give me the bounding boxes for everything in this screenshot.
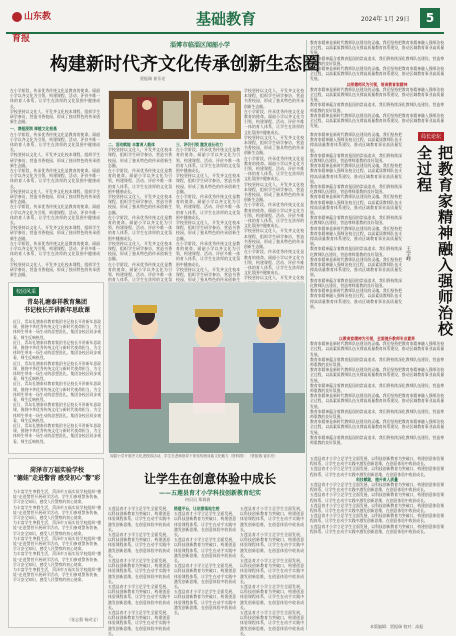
- lead-body-col1: 在小学阶段，传承优秀传统文化是教育的使命。闻韶小学以齐文化为引领，构建课程、活动、评价多维一体的育人体系，让学生在浓厚的文化氛围中健康成长。 学校坚持以文化人，开发齐文化校本课程，组织学生研学参访，营造书香校园，形成了独具特色的传承创新生态圈。 一、课程浸润 厚植文化根基 在小学阶段，传承优秀传统文化是教育的使命。闻韶小学以齐文化为引领，构建课程、活动、评价多维一体的育人体系，让学生在浓厚的文化氛围中健康成长。 学校坚持以文化人，开发齐文化校本课程，组织学生研学参访，营造书香校园，形成了独具特色的传承创新生态圈。 在小学阶段，传承优秀传统文化是教育的使命。闻韶小学以齐文化为引领，构建课程、活动、评价多维一体的育人体系，让学生在浓厚的文化氛围中健康成长。 学校坚持以文化人，开发齐文化校本课程，组织学生研学参访，营造书香校园，形成了独具特色的传承创新生态圈。 在小学阶段，传承优秀传统文化是教育的使命。闻韶小学以齐文化为引领，构建课程、活动、评价多维一体的育人体系，让学生在浓厚的文化氛围中健康成长。 学校坚持以文化人，开发齐文化校本课程，组织学生研学参访，营造书香校园，形成了独具特色的传承创新生态圈。 在小学阶段，传承优秀传统文化是教育的使命。闻韶小学以齐文化为引领，构建课程、活动、评价多维一体的育人体系，让学生在浓厚的文化氛围中健康成长。 学校坚持以文化人，开发齐文化校本课程，组织学生研学参访，营造书香校园，形成了独具特色的传承创新生态圈。: [10, 88, 100, 278]
- left-story2-credit: （张志强 杨成宝）: [67, 617, 101, 622]
- lead-section-head-2: 二、活动赋能 丰富育人载体: [108, 142, 155, 147]
- lead-body-col3: 三、评价引领 激发成长动力 在小学阶段，传承优秀传统文化是教育的使命。闻韶小学以齐文化为引领，构建课程、活动、评价多维一体的育人体系，让学生在浓厚的文化氛围中健康成长。 学校坚持以文化人，开发齐文化校本课程，组织学生研学参访，营造书香校园，形成了独具特色的传承创新生态圈。 在小学阶段，传承优秀传统文化是教育的使命。闻韶小学以齐文化为引领，构建课程、活动、评价多维一体的育人体系，让学生在浓厚的文化氛围中健康成长。 学校坚持以文化人，开发齐文化校本课程，组织学生研学参访，营造书香校园，形成了独具特色的传承创新生态圈。 在小学阶段，传承优秀传统文化是教育的使命。闻韶小学以齐文化为引领，构建课程、活动、评价多维一体的育人体系，让学生在浓厚的文化氛围中健康成长。 学校坚持以文化人，开发齐文化校本课程，组织学生研学参访，营造书香校园，形成了独具特色的传承创新生: [176, 142, 240, 283]
- bottom-byline: 何贝贝 郑倩倩: [185, 497, 211, 502]
- opinion-body-lower: 以教育家精神为引领，全面提升教师专业素养 教育家精神是新时代教师队伍建设的灵魂。我们坚持把教育家精神融入强师治校全过程，以高素质教师队伍支撑高质量教育体系建设，推动区域教育事业高质量发展。 教育家精神蕴含着教育报国的崇高追求，我们将持续深化教师队伍建设，营造尊师重教的良好氛围。 教育家精神是新时代教师队伍建设的灵魂。我们坚持把教育家精神融入强师治校全过程，以高素质教师队伍支撑高质量教育体系建设，推动区域教育事业高质量发展。 教育家精神蕴含着教育报国的崇高追求，我们将持续深化教师队伍建设，营造尊师重教的良好氛围。 教育家精神是新时代教师队伍建设的灵魂。我们坚持把教育家精神融入强师治校全过程，以高素质教师队伍支撑高质量教育体系建设，推动区域教育事业高质量发展。 教育家精神蕴含着教育报国的崇高追求，我们将持续深化教师队伍建设，营造尊师重教的良好氛围。 教育家精神是新时代教师队伍建设的灵魂。我们坚持把教育家精神融入强师治校全过程，以高素质教师队伍支撑高质量教育体系建设，推动区域教育事业高质量发展。 教育家精神蕴含着教育报国的崇高追求，我们将持续深化教师队伍建设，营造尊师重教的良好氛围。: [310, 336, 444, 446]
- section-title: 基础教育: [196, 10, 257, 28]
- lead-photo-2-image: [191, 91, 241, 139]
- lead-headline: 构建新时代齐文化传承创新生态圈: [50, 54, 320, 75]
- column-divider: [306, 40, 307, 630]
- feature-photo: [108, 282, 304, 452]
- opinion-headline: 把教育家精神融入强师治校全过程: [415, 145, 454, 337]
- lead-photo-2: [190, 90, 240, 138]
- page-number: 5: [420, 8, 440, 28]
- lead-photo-1-image: [109, 91, 189, 139]
- bottom-subhead: 搭建平台，让创意落地生根: [174, 506, 220, 511]
- newspaper-logo: 山东教育报: [12, 12, 52, 44]
- bottom-body-col3: 五莲县育才小学立足学生全面发展，以科技创新教育为突破口，构建创意体验课程体系，让学生在动手实践中激发创新思维，在创意体验中收获成长。 五莲县育才小学立足学生全面发展，以科技创新教育为突破口，构建创意体验课程体系，让学生在动手实践中激发创新思维，在创意体验中收获成长。 五莲县育才小学立足学生全面发展，以科技创新教育为突破口，构建创意体验课程体系，让学生在动手实践中激发创新思维，在创意体验中收获成长。 五莲县育才小学立足学生全面发展，以科技创新教育为突破口，构建创意体验课程体系，让学生在动手实践中激发创新思维，在创意体验中收获成长。 五莲县育才小学立足学生全面发展，以科技创新教育为突破口，构建创意体验课程体系，让学生在动手实践中激发创新思维，在创意体验中收获成长。: [240, 506, 304, 636]
- opinion-tag: 局长论坛: [418, 132, 444, 141]
- lead-section-head-3: 三、评价引领 激发成长动力: [176, 142, 223, 147]
- lead-body-col4: 学校坚持以文化人，开发齐文化校本课程，组织学生研学参访，营造书香校园，形成了独具特色的传承创新生态圈。 在小学阶段，传承优秀传统文化是教育的使命。闻韶小学以齐文化为引领，构建课程、活动、评价多维一体的育人体系，让学生在浓厚的文化氛围中健康成长。 学校坚持以文化人，开发齐文化校本课程，组织学生研学参访，营造书香校园，形成了独具特色的传承创新生态圈。 在小学阶段，传承优秀传统文化是教育的使命。闻韶小学以齐文化为引领，构建课程、活动、评价多维一体的育人体系，让学生在浓厚的文化氛围中健康成长。 学校坚持以文化人，开发齐文化校本课程，组织学生研学参访，营造书香校园，形成了独具特色的传承创新生态圈。 在小学阶段，传承优秀传统文化是教育的使命。闻韶小学以齐文化为引领，构建课程、活动、评价多维一体的育人体系，让学生在浓厚的文化氛围中健康成长。 学校坚持以文化人，开发齐文化校本课程，组织学生研学参访，营造书香校园，形成了独具特色的传承创新生态圈。 在小学阶段，传承优秀传统文化是教育的使命。闻韶小学以齐文化为引领，构建课程、活动、评价多维一体的育人体系，让学生在浓厚的文化氛围中健康成长。 学校坚持以文化人，开发齐文化校: [244, 88, 304, 281]
- lead-kicker: 淄博市临淄区闻韶小学: [169, 42, 230, 49]
- left-story-body: 近日，青岛礼塘泰祥教育集团书记校长开讲新年思政课，围绕中华优秀传统文化与新时代使命担当，为全体师生带来一场生动的思想洗礼。集团各校区同步观看，师生反响热烈。 近日，青岛礼塘泰祥教育集团书记校长开讲新年思政课，围绕中华优秀传统文化与新时代使命担当，为全体师生带来一场生动的思想洗礼。集团各校区同步观看，师生反响热烈。 近日，青岛礼塘泰祥教育集团书记校长开讲新年思政课，围绕中华优秀传统文化与新时代使命担当，为全体师生带来一场生动的思想洗礼。集团各校区同步观看，师生反响热烈。 近日，青岛礼塘泰祥教育集团书记校长开讲新年思政课，围绕中华优秀传统文化与新时代使命担当，为全体师生带来一场生动的思想洗礼。集团各校区同步观看，师生反响热烈。 近日，青岛礼塘泰祥教育集团书记校长开讲新年思政课，围绕中华优秀传统文化与新时代使命担当，为全体师生带来一场生动的思想洗礼。集团各校区同步观看，师生反响热烈。 近日，青岛礼塘泰祥教育集团书记校长开讲新年思政课，围绕中华优秀传统文化与新时代使命担当，为全体师生带来一场生动的思想洗礼。集团各校区同步观看，师生反响热烈。: [13, 319, 101, 444]
- right-subhead-1: 以师德师风为引领，培育教育家精神: [346, 81, 408, 87]
- left-story2-box: [8, 458, 104, 628]
- bottom-body-col1: 五莲县育才小学立足学生全面发展，以科技创新教育为突破口，构建创意体验课程体系，让学生在动手实践中激发创新思维，在创意体验中收获成长。 五莲县育才小学立足学生全面发展，以科技创新教育为突破口，构建创意体验课程体系，让学生在动手实践中激发创新思维，在创意体验中收获成长。 五莲县育才小学立足学生全面发展，以科技创新教育为突破口，构建创意体验课程体系，让学生在动手实践中激发创新思维，在创意体验中收获成长。 五莲县育才小学立足学生全面发展，以科技创新教育为突破口，构建创意体验课程体系，让学生在动手实践中激发创新思维，在创意体验中收获成长。 五莲县育才小学立足学生全面发展，以科技创新教育为突破口，构建创意体验课程体系，让学生在动手实践中激发创新思维，在创意体验中收获成长。: [108, 506, 170, 636]
- bottom-headline: 让学生在创意体验中成长: [143, 472, 276, 486]
- issue-date: 2024年 1月 29日: [361, 16, 410, 23]
- lead-photo-1: [108, 90, 188, 138]
- opinion-body: 教育家精神是新时代教师队伍建设的灵魂。我们坚持把教育家精神融入强师治校全过程，以高素质教师队伍支撑高质量教育体系建设，推动区域教育事业高质量发展。 教育家精神蕴含着教育报国的崇高追求，我们将持续深化教师队伍建设，营造尊师重教的良好氛围。 教育家精神是新时代教师队伍建设的灵魂。我们坚持把教育家精神融入强师治校全过程，以高素质教师队伍支撑高质量教育体系建设，推动区域教育事业高质量发展。 教育家精神蕴含着教育报国的崇高追求，我们将持续深化教师队伍建设，营造尊师重教的良好氛围。 教育家精神是新时代教师队伍建设的灵魂。我们坚持把教育家精神融入强师治校全过程，以高素质教师队伍支撑高质量教育体系建设，推动区域教育事业高质量发展。 教育家精神蕴含着教育报国的崇高追求，我们将持续深化教师队伍建设，营造尊师重教的良好氛围。 教育家精神是新时代教师队伍建设的灵魂。我们坚持把教育家精神融入强师治校全过程，以高素质教师队伍支撑高质量教育体系建设，推动区域教育事业高质量发展。 教育家精神蕴含着教育报国的崇高追求，我们将持续深化教师队伍建设，营造尊师重教的良好氛围。 教育家精神是新时代教师队伍建设的灵魂。我们坚持把教育家精神融入强师治校全过程，以高素质教师队伍支撑高质量教育体系建设，推动区域教育事业高质量发展。 教育家精神蕴含着教育报国的崇高追求，我们将持续深化教师队伍建设，营造尊师重教的良好氛围。 教育家精神是新时代教师队伍建设的灵魂。我们坚持把教育家精神融入强师治校全过程，以高素质教师队伍支撑高质量教育体系建设，推动区域教育事业高质量发展。: [310, 132, 402, 309]
- feature-photo-image: [109, 283, 305, 453]
- left-story2-body: 为丰富学生寒假生活，菏泽市万福实验学校组织"德娃"走进警营开展研学活动，学生们参观警务装备，学习安全知识，感受人民警察的初心使命。 为丰富学生寒假生活，菏泽市万福实验学校组织"德娃"走进警营开展研学活动，学生们参观警务装备，学习安全知识，感受人民警察的初心使命。 为丰富学生寒假生活，菏泽市万福实验学校组织"德娃"走进警营开展研学活动，学生们参观警务装备，学习安全知识，感受人民警察的初心使命。 为丰富学生寒假生活，菏泽市万福实验学校组织"德娃"走进警营开展研学活动，学生们参观警务装备，学习安全知识，感受人民警察的初心使命。 为丰富学生寒假生活，菏泽市万福实验学校组织"德娃"走进警营开展研学活动，学生们参观警务装备，学习安全知识，感受人民警察的初心使命。 为丰富学生寒假生活，菏泽市万福实验学校组织"德娃"走进警营开展研学活动，学生们参观警务装备，学习安全知识，感受人民警察的初心使命。: [13, 489, 101, 583]
- feature-photo-caption: 闻韶小学开展齐文化进校园活动，学生在老师指导下体验传统戏曲文化魅力（资料图） （贾振瑞 崔乐亮）: [110, 454, 278, 458]
- opinion-author: 王学峰: [405, 246, 411, 261]
- feature-photo-credit: （贾振瑞 崔乐亮）: [247, 454, 278, 458]
- page-credits: 本版编辑：贾振瑞 校对：高振: [370, 624, 424, 629]
- left-story-headline: 青岛礼塘泰祥教育集团 书记校长开讲新年思政课: [23, 299, 90, 314]
- bottom-body-col2: 搭建平台，让创意落地生根 五莲县育才小学立足学生全面发展，以科技创新教育为突破口，构建创意体验课程体系，让学生在动手实践中激发创新思维，在创意体验中收获成长。 五莲县育才小学立足学生全面发展，以科技创新教育为突破口，构建创意体验课程体系，让学生在动手实践中激发创新思维，在创意体验中收获成长。 五莲县育才小学立足学生全面发展，以科技创新教育为突破口，构建创意体验课程体系，让学生在动手实践中激发创新思维，在创意体验中收获成长。 五莲县育才小学立足学生全面发展，以科技创新教育为突破口，构建创意体验课程体系，让学生在动手实践中激发创新思维，在创意体验中收获成长。: [174, 506, 236, 616]
- left-story-box: [8, 282, 104, 454]
- right-column-top-body: 教育家精神是新时代教师队伍建设的灵魂。我们坚持把教育家精神融入强师治校全过程，以高素质教师队伍支撑高质量教育体系建设，推动区域教育事业高质量发展。 教育家精神蕴含着教育报国的崇高追求，我们将持续深化教师队伍建设，营造尊师重教的良好氛围。 教育家精神是新时代教师队伍建设的灵魂。我们坚持把教育家精神融入强师治校全过程，以高素质教师队伍支撑高质量教育体系建设，推动区域教育事业高质量发展。 以师德师风为引领，培育教育家精神 教育家精神是新时代教师队伍建设的灵魂。我们坚持把教育家精神融入强师治校全过程，以高素质教师队伍支撑高质量教育体系建设，推动区域教育事业高质量发展。 教育家精神蕴含着教育报国的崇高追求，我们将持续深化教师队伍建设，营造尊师重教的良好氛围。 教育家精神是新时代教师队伍建设的灵魂。我们坚持把教育家精神融入强师治校全过程，以高素质教师队伍支撑高质量教育体系建设，推动区域教育事业高质量发展。: [310, 40, 444, 129]
- lead-section-head-1: 一、课程浸润 厚植文化根基: [10, 126, 57, 132]
- masthead: [6, 6, 444, 44]
- bottom-subline: ——五莲县育才小学科技创新教育纪实: [158, 490, 261, 497]
- lead-byline: 贾振瑞 崔乐亮: [140, 76, 166, 81]
- left-story-tag: 校园风采: [13, 287, 39, 296]
- right-subhead-2: 以教育家精神为引领，全面提升教师专业素养: [339, 336, 415, 341]
- left-story2-headline: 菏泽市万福实验学校 "德娃"走进警营 感受初心"警"彩: [13, 467, 101, 482]
- logo-seal-icon: [12, 12, 22, 22]
- lead-body-col2: 二、活动赋能 丰富育人载体 学校坚持以文化人，开发齐文化校本课程，组织学生研学参访，营造书香校园，形成了独具特色的传承创新生态圈。 在小学阶段，传承优秀传统文化是教育的使命。闻韶小学以齐文化为引领，构建课程、活动、评价多维一体的育人体系，让学生在浓厚的文化氛围中健康成长。 学校坚持以文化人，开发齐文化校本课程，组织学生研学参访，营造书香校园，形成了独具特色的传承创新生态圈。 在小学阶段，传承优秀传统文化是教育的使命。闻韶小学以齐文化为引领，构建课程、活动、评价多维一体的育人体系，让学生在浓厚的文化氛围中健康成长。 学校坚持以文化人，开发齐文化校本课程，组织学生研学参访，营造书香校园，形成了独具特色的传承创新生态圈。 在小学阶段，传承优秀传统文化是教育的使命。闻韶小学以齐文化为引领，构建课程、活动、评价多维一体的育人体系，让学生在浓厚的文化氛: [108, 142, 172, 283]
- bottom-side-subhead: 科技赋能，提升育人质量: [356, 476, 398, 482]
- bottom-body-col4: 五莲县育才小学立足学生全面发展，以科技创新教育为突破口，构建创意体验课程体系，让学生在动手实践中激发创新思维，在创意体验中收获成长。 五莲县育才小学立足学生全面发展，以科技创新教育为突破口，构建创意体验课程体系，让学生在动手实践中激发创新思维，在创意体验中收获成长。 科技赋能，提升育人质量 五莲县育才小学立足学生全面发展，以科技创新教育为突破口，构建创意体验课程体系，让学生在动手实践中激发创新思维，在创意体验中收获成长。 五莲县育才小学立足学生全面发展，以科技创新教育为突破口，构建创意体验课程体系，让学生在动手实践中激发创新思维，在创意体验中收获成长。 五莲县育才小学立足学生全面发展，以科技创新教育为突破口，构建创意体验课程体系，让学生在动手实践中激发创新思维，在创意体验中收获成长。 五莲县育才小学立足学生全面发展，以科技创新教育为突破口，构建创意体验课程体系，让学生在动手实践中激发创新思维，在创意体验中收获成长。 五莲县育才小学立足学生全面发展，以科技创新教育为突破口，构建创意体验课程体系，让学生在动手实践中激发创新思维，在创意体验中收获成长。: [310, 456, 444, 534]
